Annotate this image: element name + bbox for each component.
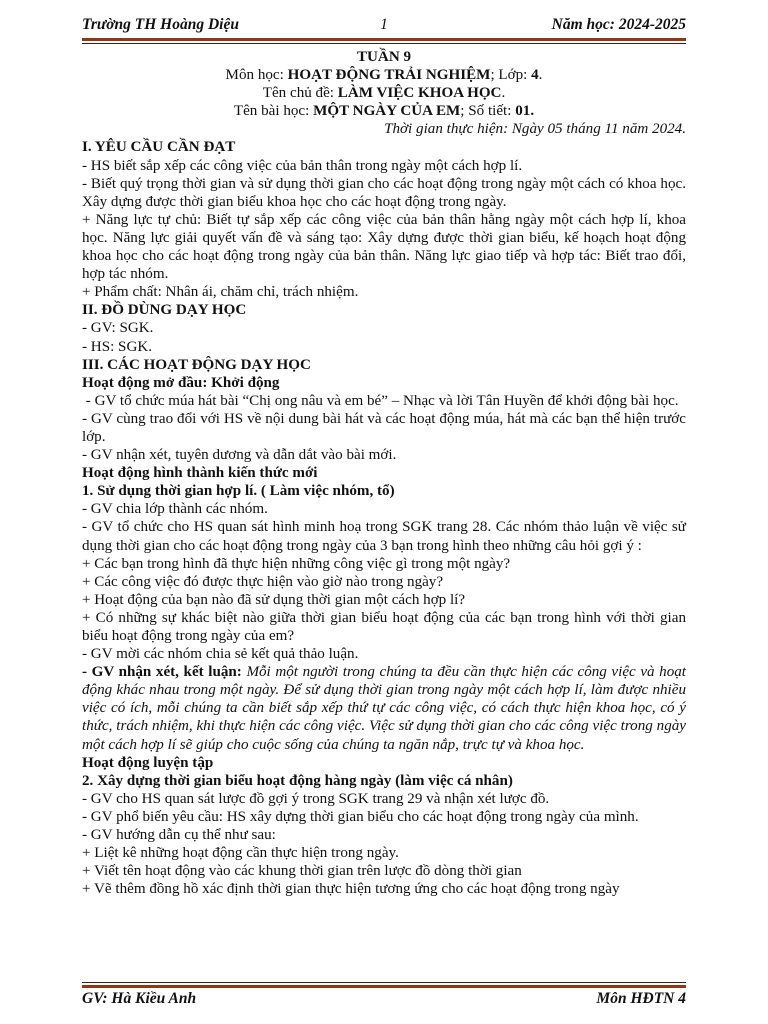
new-knowledge-item: - GV tổ chức cho HS quan sát hình minh hoạ trong SGK trang 28. Các nhóm thảo luận về việc sử dụng thời gian cho các hoạt động trong ngày của 3 bạn trong hình theo những câu hỏi gợi ý : — [82, 519, 686, 554]
topic-line: Tên chủ đề: LÀM VIỆC KHOA HỌC. — [262, 85, 506, 102]
header-rule-thick — [82, 38, 686, 41]
requirement-item: - HS biết sắp xếp các công việc của bản thân trong ngày một cách hợp lí. — [82, 157, 523, 174]
new-knowledge-item: + Có những sự khác biệt nào giữa thời gian biểu hoạt động của các bạn trong hình với thời gian biểu hoạt động trong ngày của em? — [82, 609, 686, 644]
periods-value: 01. — [515, 103, 535, 120]
week-title: TUẦN 9 — [356, 49, 412, 65]
practice-subheading: 2. Xây dựng thời gian biểu hoạt động hàng ngày (làm việc cá nhân) — [82, 772, 513, 789]
section-heading-requirements: I. YÊU CẦU CẦN ĐẠT — [82, 139, 236, 156]
warmup-item: - GV nhận xét, tuyên dương và dẫn dắt vào bài mới. — [82, 447, 397, 464]
section-heading-materials: II. ĐỒ DÙNG DẠY HỌC — [82, 302, 247, 319]
document-body — [82, 48, 686, 898]
practice-heading: Hoạt động luyện tập — [82, 754, 214, 771]
subject-name: HOẠT ĐỘNG TRẢI NGHIỆM — [287, 67, 491, 84]
warmup-item: - GV cùng trao đổi với HS về nội dung bài hát và các hoạt động múa, hát mà các bạn thể hiện trước lớp. — [82, 410, 686, 445]
footer-teacher: GV: Hà Kiều Anh — [82, 990, 197, 1007]
conclusion-label: - GV nhận xét, kết luận: — [82, 664, 242, 681]
header-school: Trường TH Hoàng Diệu — [82, 16, 239, 33]
lesson-line: Tên bài học: MỘT NGÀY CỦA EM; Số tiết: 01. — [233, 103, 535, 120]
date-line: Thời gian thực hiện: Ngày 05 tháng 11 năm 2024. — [384, 121, 686, 138]
header-rule-thin — [82, 43, 686, 44]
new-knowledge-item: - GV mời các nhóm chia sẻ kết quả thảo luận. — [82, 646, 359, 663]
page-header — [82, 16, 686, 38]
new-knowledge-item: - GV chia lớp thành các nhóm. — [82, 501, 268, 518]
footer-subject: Môn HĐTN 4 — [596, 990, 686, 1007]
new-knowledge-heading: Hoạt động hình thành kiến thức mới — [82, 465, 318, 482]
subject-line: Môn học: HOẠT ĐỘNG TRẢI NGHIỆM; Lớp: 4. — [225, 67, 543, 84]
practice-item: + Vẽ thêm đồng hồ xác định thời gian thực hiện tương ứng cho các hoạt động trong ngày — [82, 881, 620, 898]
requirement-item: + Năng lực tự chủ: Biết tự sắp xếp các công việc của bản thân hằng ngày một cách hợp lí, khoa học. Năng lực giải quyết vấn đề và sáng tạo: Xây dựng được thời gian biểu, kế hoạch hoạt động khoa học cho các hoạt động trong ngày của bản thân. Năng lực giao tiếp và hợp tác: Biết trao đổi, hợp tác nhóm. — [82, 211, 686, 283]
practice-item: - GV hướng dẫn cụ thể như sau: — [82, 827, 276, 844]
practice-item: - GV phổ biến yêu cầu: HS xây dựng thời gian biểu cho các hoạt động trong ngày của mình. — [82, 808, 639, 825]
requirement-item: - Biết quý trọng thời gian và sử dụng thời gian cho các hoạt động trong ngày một cách có khoa học. Xây dựng được thời gian biểu khoa học cho các hoạt động trong ngày. — [82, 175, 686, 210]
footer-rule-thick — [82, 985, 686, 988]
warmup-item: - GV tổ chức múa hát bài “Chị ong nâu và em bé” – Nhạc và lời Tân Huyền để khởi động bài học. — [82, 392, 679, 409]
new-knowledge-item: + Hoạt động của bạn nào đã sử dụng thời gian một cách hợp lí? — [82, 591, 466, 608]
new-knowledge-subheading: 1. Sử dụng thời gian hợp lí. ( Làm việc nhóm, tổ) — [82, 483, 395, 500]
conclusion-text: Mỗi một người trong chúng ta đều cần thực hiện các công việc và hoạt động khác nhau trong một ngày. Để sử dụng thời gian trong ngày một cách hợp lí, làm được nhiều việc có ích, mỗi chúng ta cần biết sắp xếp thứ tự các công việc, có cách thực hiện khoa học, có ý thức, trách nhiệm, khi thực hiện các công việc. Việc sử dụng thời gian cho các công việc trong ngày một cách hợp lí sẽ giúp cho cuộc sống của chúng ta ngăn nắp, trực tự và khoa học. — [82, 664, 687, 753]
footer-rule-thin — [82, 982, 686, 983]
lesson-name: MỘT NGÀY CỦA EM — [313, 103, 461, 120]
new-knowledge-item: + Các bạn trong hình đã thực hiện những công việc gì trong một ngày? — [82, 555, 511, 572]
practice-item: - GV cho HS quan sát lược đồ gợi ý trong SGK trang 29 và nhận xét lược đồ. — [82, 790, 550, 807]
warmup-heading: Hoạt động mở đầu: Khởi động — [82, 374, 280, 391]
materials-item: - HS: SGK. — [82, 338, 153, 355]
header-page-number: 1 — [380, 16, 388, 33]
materials-item: - GV: SGK. — [82, 320, 154, 337]
requirement-item: + Phẩm chất: Nhân ái, chăm chỉ, trách nhiệm. — [82, 284, 359, 301]
section-heading-activities: III. CÁC HOẠT ĐỘNG DẠY HỌC — [82, 356, 311, 373]
practice-item: + Viết tên hoạt động vào các khung thời gian trên lược đồ dòng thời gian — [82, 863, 522, 880]
grade-value: 4 — [531, 67, 539, 84]
page-footer — [82, 990, 686, 1010]
header-school-year: Năm học: 2024-2025 — [551, 16, 686, 33]
practice-item: + Liệt kê những hoạt động cần thực hiện trong ngày. — [82, 845, 399, 862]
topic-name: LÀM VIỆC KHOA HỌC — [337, 85, 502, 102]
conclusion-paragraph — [82, 663, 686, 753]
new-knowledge-item: + Các công việc đó được thực hiện vào giờ nào trong ngày? — [82, 573, 444, 590]
